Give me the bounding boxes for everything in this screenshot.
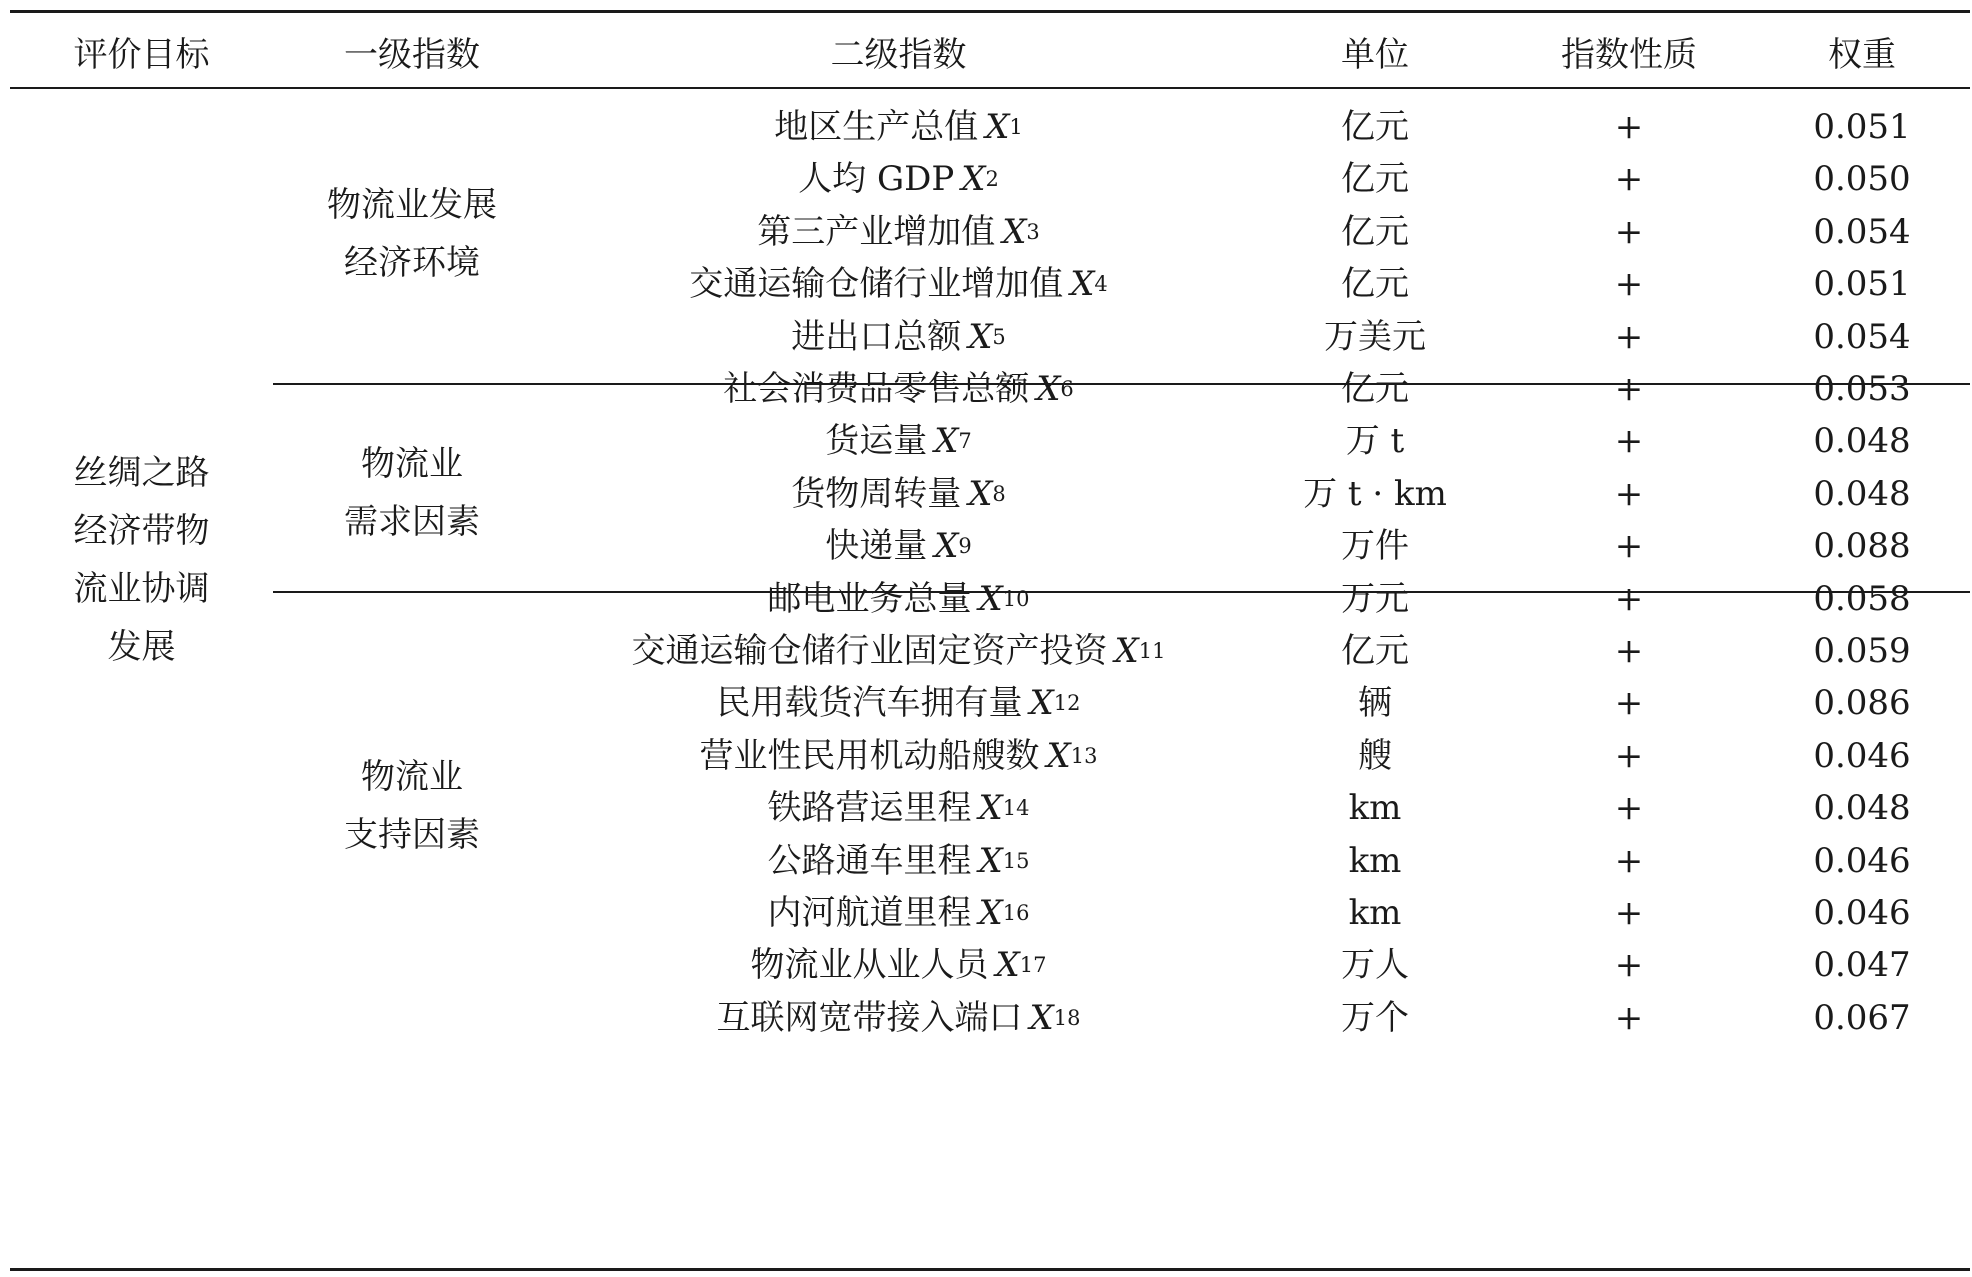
variable-symbol: X: [934, 526, 959, 567]
unit-cell: 亿元: [1341, 631, 1409, 671]
unit-cell: 万美元: [1324, 316, 1426, 357]
variable-symbol: X: [1029, 683, 1054, 724]
weight-cell: 0.046: [1813, 735, 1911, 776]
variable-symbol: X: [978, 578, 1003, 619]
index-nature-cell: +: [1614, 421, 1644, 462]
secondary-index-cell: 公路通车里程 X 15: [551, 828, 1246, 894]
secondary-index-cell: 互联网宽带接入端口 X 18: [551, 985, 1246, 1051]
variable-symbol: X: [968, 316, 993, 357]
primary-index-support-factors: [273, 740, 551, 872]
index-nature-cell: +: [1614, 264, 1644, 305]
header-unit: 单位: [1341, 35, 1409, 75]
primary-index-line: 物流业: [361, 444, 463, 484]
variable-symbol: X: [995, 945, 1020, 986]
secondary-index-label: 互联网宽带接入端口: [716, 997, 1023, 1038]
secondary-index-cell: 快递量 X 9: [551, 513, 1246, 579]
unit-cell: 万件: [1341, 526, 1409, 567]
index-nature-cell: +: [1614, 788, 1644, 829]
weight-cell: 0.054: [1813, 316, 1911, 357]
secondary-index-label: 物流业从业人员: [750, 945, 989, 986]
weight-cell: 0.048: [1813, 473, 1911, 514]
index-nature-cell: +: [1614, 578, 1644, 619]
index-nature-cell: +: [1614, 526, 1644, 567]
evaluation-target-line: 发展: [107, 627, 176, 667]
weight-cell: 0.051: [1813, 107, 1911, 147]
secondary-index-cell: 货物周转量 X 8: [551, 461, 1246, 527]
primary-index-line: 物流业: [361, 757, 463, 797]
weight-cell: 0.059: [1813, 631, 1911, 671]
unit-cell: km: [1348, 840, 1402, 881]
secondary-index-label: 铁路营运里程: [767, 788, 972, 829]
variable-symbol: X: [985, 107, 1010, 147]
variable-symbol: X: [1036, 369, 1061, 409]
unit-cell: 亿元: [1341, 369, 1409, 409]
variable-symbol: X: [978, 893, 1003, 933]
weight-cell: 0.051: [1813, 264, 1911, 305]
header-weight: 权重: [1828, 35, 1896, 75]
evaluation-target-line: 丝绸之路: [73, 453, 210, 493]
header-primary-index: 一级指数: [344, 35, 480, 75]
weight-cell: 0.047: [1813, 945, 1911, 986]
index-nature-cell: +: [1614, 945, 1644, 986]
variable-symbol: X: [978, 788, 1003, 829]
secondary-index-label: 邮电业务总量: [767, 578, 972, 619]
primary-index-line: 支持因素: [344, 815, 480, 855]
unit-cell: 辆: [1358, 683, 1392, 724]
weight-cell: 0.050: [1813, 159, 1911, 200]
index-nature-cell: +: [1614, 369, 1644, 409]
index-nature-cell: +: [1614, 997, 1644, 1038]
secondary-index-cell: 交通运输仓储行业增加值 X 4: [551, 251, 1246, 317]
unit-cell: 亿元: [1341, 107, 1409, 147]
secondary-index-label: 快递量: [825, 526, 928, 567]
unit-cell: 亿元: [1341, 211, 1409, 252]
header-evaluation-target: 评价目标: [73, 35, 210, 75]
index-nature-cell: +: [1614, 893, 1644, 933]
unit-cell: km: [1348, 893, 1402, 933]
secondary-index-cell: 第三产业增加值 X 3: [551, 199, 1246, 265]
secondary-index-label: 进出口总额: [791, 316, 962, 357]
variable-symbol: X: [934, 421, 959, 462]
evaluation-target-cell: [10, 436, 273, 684]
unit-cell: 亿元: [1341, 264, 1409, 305]
table-bottom-rule: [10, 1268, 1970, 1271]
header-index-nature: 指数性质: [1561, 35, 1697, 75]
secondary-index-label: 货物周转量: [791, 473, 962, 514]
secondary-index-label: 货运量: [825, 421, 928, 462]
secondary-index-label: 人均 GDP: [798, 159, 955, 200]
primary-index-economic-environment: [273, 168, 551, 300]
variable-symbol: X: [968, 473, 993, 514]
secondary-index-cell: 交通运输仓储行业固定资产投资 X 11: [551, 618, 1246, 684]
secondary-index-label: 社会消费品零售总额: [723, 369, 1030, 409]
secondary-index-label: 第三产业增加值: [757, 211, 996, 252]
secondary-index-label: 营业性民用机动船艘数: [699, 735, 1040, 776]
weight-cell: 0.067: [1813, 997, 1911, 1038]
weight-cell: 0.058: [1813, 578, 1911, 619]
variable-symbol: X: [961, 159, 986, 200]
variable-symbol: X: [1114, 631, 1139, 671]
variable-symbol: X: [1029, 997, 1054, 1038]
table-header-rule: [10, 87, 1970, 89]
secondary-index-cell: 地区生产总值 X 1: [551, 94, 1246, 160]
secondary-index-label: 交通运输仓储行业固定资产投资: [631, 631, 1108, 671]
secondary-index-cell: 邮电业务总量 X 10: [551, 566, 1246, 632]
unit-cell: 万人: [1341, 945, 1409, 986]
evaluation-target-line: 流业协调: [73, 569, 210, 609]
index-nature-cell: +: [1614, 631, 1644, 671]
weight-cell: 0.088: [1813, 526, 1911, 567]
weight-cell: 0.054: [1813, 211, 1911, 252]
primary-index-demand-factors: [273, 427, 551, 559]
variable-symbol: X: [978, 840, 1003, 881]
unit-cell: 艘: [1358, 735, 1392, 776]
unit-cell: 万个: [1341, 997, 1409, 1038]
index-nature-cell: +: [1614, 683, 1644, 724]
index-nature-cell: +: [1614, 840, 1644, 881]
secondary-index-cell: 营业性民用机动船艘数 X 13: [551, 723, 1246, 789]
unit-cell: km: [1348, 788, 1402, 829]
evaluation-target-line: 经济带物: [73, 511, 210, 551]
weight-cell: 0.046: [1813, 893, 1911, 933]
secondary-index-cell: 内河航道里程 X 16: [551, 880, 1246, 946]
weight-cell: 0.086: [1813, 683, 1911, 724]
primary-index-line: 经济环境: [344, 243, 480, 283]
index-nature-cell: +: [1614, 316, 1644, 357]
primary-index-line: 需求因素: [344, 502, 480, 542]
secondary-index-cell: 货运量 X 7: [551, 408, 1246, 474]
variable-symbol: X: [1046, 735, 1071, 776]
secondary-index-cell: 人均 GDP X 2: [551, 146, 1246, 212]
index-nature-cell: +: [1614, 473, 1644, 514]
header-secondary-index: 二级指数: [830, 35, 967, 75]
primary-index-line: 物流业发展: [327, 185, 497, 225]
secondary-index-label: 公路通车里程: [767, 840, 972, 881]
secondary-index-label: 民用载货汽车拥有量: [716, 683, 1023, 724]
variable-symbol: X: [1070, 264, 1095, 305]
secondary-index-cell: 社会消费品零售总额 X 6: [551, 356, 1246, 422]
weight-cell: 0.048: [1813, 421, 1911, 462]
unit-cell: 万元: [1341, 578, 1409, 619]
unit-cell: 亿元: [1341, 159, 1409, 200]
unit-cell: 万 t: [1345, 421, 1405, 462]
secondary-index-cell: 物流业从业人员 X 17: [551, 932, 1246, 998]
weight-cell: 0.046: [1813, 840, 1911, 881]
table-top-rule: [10, 10, 1970, 13]
weight-cell: 0.048: [1813, 788, 1911, 829]
unit-cell: 万 t · km: [1303, 473, 1447, 514]
secondary-index-cell: 进出口总额 X 5: [551, 304, 1246, 370]
weight-cell: 0.053: [1813, 369, 1911, 409]
index-nature-cell: +: [1614, 735, 1644, 776]
secondary-index-label: 交通运输仓储行业增加值: [689, 264, 1064, 305]
secondary-index-label: 内河航道里程: [767, 893, 972, 933]
secondary-index-cell: 民用载货汽车拥有量 X 12: [551, 670, 1246, 736]
secondary-index-label: 地区生产总值: [774, 107, 979, 147]
index-nature-cell: +: [1614, 211, 1644, 252]
index-nature-cell: +: [1614, 107, 1644, 147]
variable-symbol: X: [1002, 211, 1027, 252]
index-nature-cell: +: [1614, 159, 1644, 200]
secondary-index-cell: 铁路营运里程 X 14: [551, 775, 1246, 841]
